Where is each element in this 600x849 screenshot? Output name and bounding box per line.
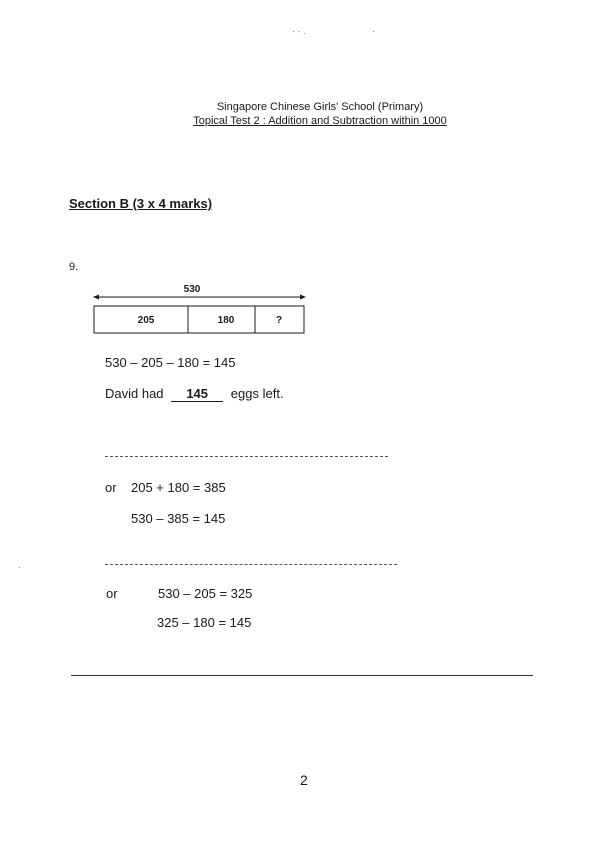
bar-part-label: 180: [217, 315, 235, 326]
section-title: Section B (3 x 4 marks): [69, 196, 213, 211]
equation-method2-line1: 205 + 180 = 385: [131, 480, 226, 495]
bar-total-label: 530: [183, 284, 201, 295]
bar-part-label: ?: [275, 315, 283, 326]
bar-part-label: 205: [137, 315, 155, 326]
arrowhead-left: [93, 295, 99, 300]
answer-value: 145: [171, 386, 223, 402]
scan-marks: · · .: [292, 26, 306, 36]
answer-suffix: eggs left.: [230, 386, 284, 401]
divider-dashed: [105, 564, 397, 565]
page-number: 2: [300, 772, 308, 788]
answer-prefix: David had: [105, 386, 164, 401]
bar-outline: [94, 306, 304, 333]
or-label: or: [105, 480, 117, 495]
divider-dashed: [105, 456, 388, 457]
question-number: 9.: [69, 261, 79, 273]
bar-model-diagram: [88, 280, 318, 340]
equation-method2-line2: 530 – 385 = 145: [131, 511, 226, 526]
equation-method3-line1: 530 – 205 = 325: [158, 586, 253, 601]
or-label: or: [106, 586, 118, 601]
arrowhead-right: [300, 295, 306, 300]
equation-method3-line2: 325 – 180 = 145: [157, 615, 252, 630]
scan-marks: ·: [372, 26, 375, 36]
divider-solid: [71, 675, 533, 676]
test-title: Topical Test 2 : Addition and Subtraction within 1000: [193, 115, 447, 127]
scan-marks: ·: [18, 562, 21, 572]
school-name: Singapore Chinese Girls' School (Primary): [216, 101, 424, 113]
equation-method1: 530 – 205 – 180 = 145: [105, 355, 236, 370]
answer-sentence: [105, 386, 284, 402]
